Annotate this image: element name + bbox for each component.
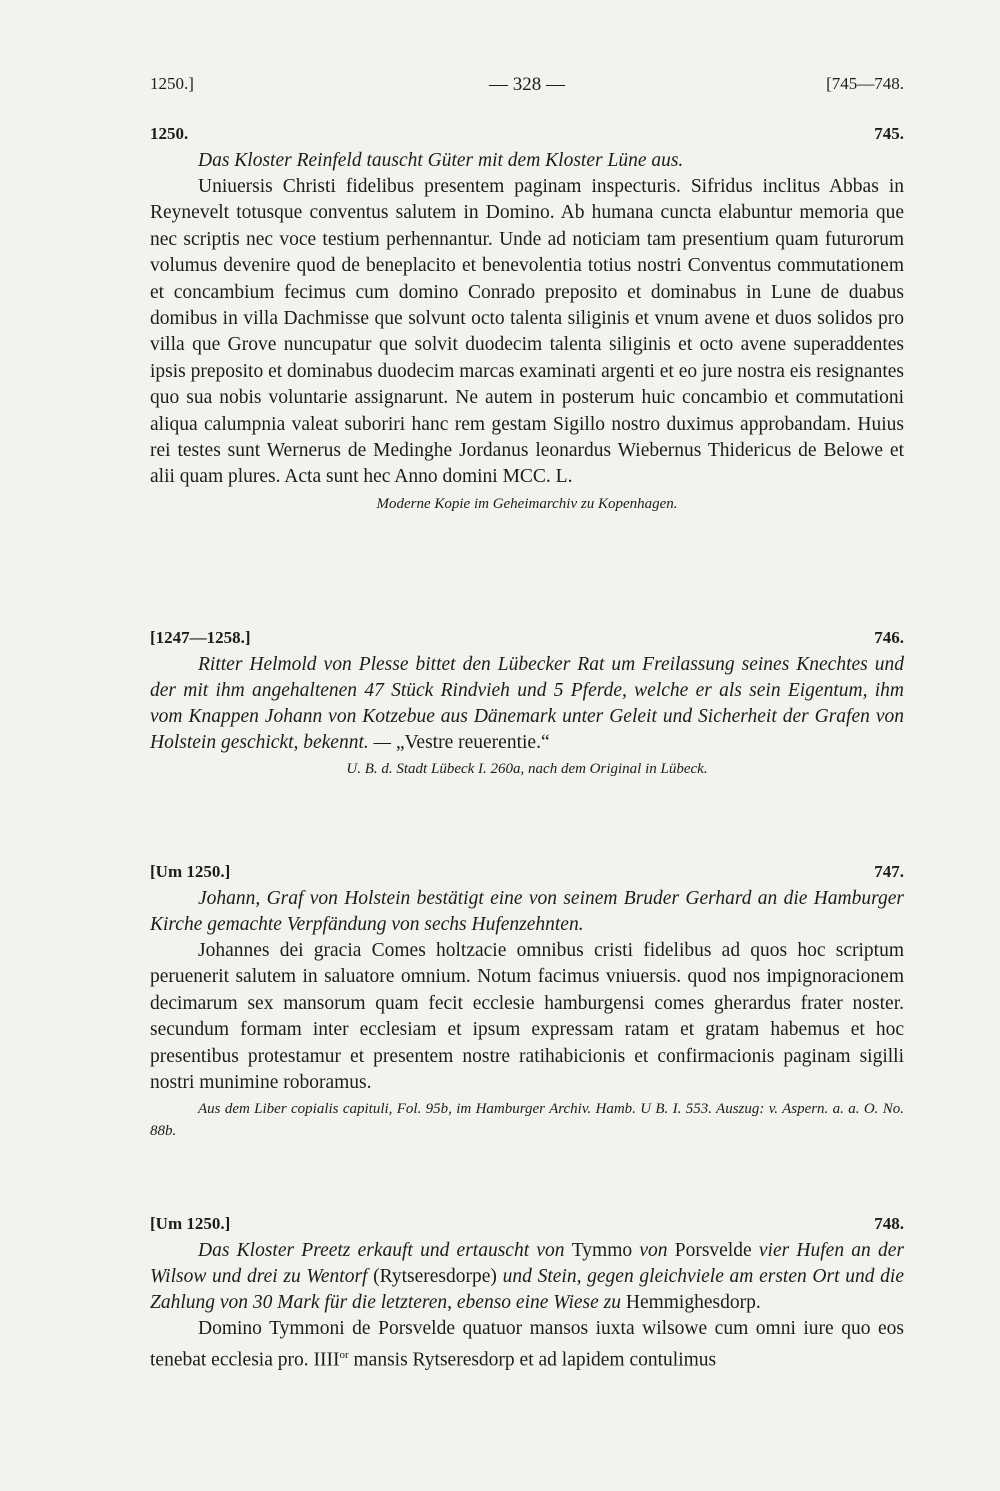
regest: Das Kloster Reinfeld tauscht Güter mit dem Kloster Lüne aus.: [198, 150, 684, 171]
document-747: [150, 862, 904, 1142]
incipit: „Vestre reuerentie.“: [395, 732, 550, 753]
document-number: 748.: [874, 1214, 904, 1233]
document-header: [150, 1214, 904, 1238]
document-header: [150, 628, 904, 652]
regest: [150, 652, 904, 756]
document-number: 745.: [874, 124, 904, 143]
text-part: mansis Rytseresdorp et ad lapidem contulimus: [353, 1349, 717, 1371]
place-name: Porsvelde: [674, 1240, 752, 1261]
person-name: Tymmo: [571, 1240, 633, 1261]
document-date: [Um 1250.]: [150, 862, 231, 881]
place-name: (Rytseresdorpe): [373, 1266, 497, 1287]
page-number: — 328 —: [489, 74, 565, 95]
superscript: or: [339, 1349, 349, 1362]
document-number: 746.: [874, 628, 904, 647]
regest: Johann, Graf von Holstein bestätigt eine von seinem Bruder Gerhard an die Hamburger Kirche gemachte Verpfändung von sechs Hufenzehnten.: [150, 888, 904, 935]
source-note: Aus dem Liber copialis capituli, Fol. 95b, im Hamburger Archiv. Hamb. U B. I. 553. Auszug: v. Aspern. a. a. O. No. 88b.: [150, 1101, 904, 1140]
document-text: Johannes dei gracia Comes holtzacie omnibus cristi fidelibus ad quos hoc scriptum peruenerit salutem in saluatore omnium. Notum facimus vniuersis. quod nos impignoracionem decimarum sex mansorum quam fecit ecclesie hamburgensi comes gherardus frater noster. secundum formam inter ecclesiam et ipsum expressam ratam et gratam habemus et hoc presentibus protestamur et presentem nostre ratihabicionis et confirmacionis paginam sigilli nostri munimine roboramus.: [150, 940, 904, 1094]
document-745: [150, 124, 904, 515]
place-name: Hemmighesdorp.: [625, 1292, 761, 1313]
document-header: [150, 124, 904, 148]
regest-part: von: [639, 1240, 668, 1261]
regest-part: Das Kloster Preetz erkauft und ertauscht von: [198, 1240, 565, 1261]
running-head-left: 1250.]: [150, 74, 194, 93]
document-number: 747.: [874, 862, 904, 881]
document-date: [1247—1258.]: [150, 628, 251, 647]
regest-part: und Stein, gegen gleichviele am ersten Ort und die Zahlung von 30 Mark für die letzteren, ebenso eine Wiese zu: [150, 1266, 904, 1313]
document-746: [150, 628, 904, 780]
document-date: [Um 1250.]: [150, 1214, 231, 1233]
regest-part: vier Hufen an der Wilsow und drei zu Wentorf: [150, 1240, 905, 1287]
document-text: [150, 1316, 904, 1374]
regest-text: Ritter Helmold von Plesse bittet den Lübecker Rat um Freilassung seines Knechtes und der mit ihm angehaltenen 47 Stück Rindvieh und 5 Pferde, welche er als sein Eigentum, ihm vom Knappen Johann von Kotzebue aus Dänemark unter Geleit und Sicherheit der Grafen von Holstein geschickt, bekennt. —: [150, 654, 904, 753]
document-date: 1250.: [150, 124, 189, 143]
document-748: [150, 1214, 904, 1374]
source-note: U. B. d. Stadt Lübeck I. 260a, nach dem Original in Lübeck.: [346, 761, 708, 777]
document-text: Uniuersis Christi fidelibus presentem paginam inspecturis. Sifridus inclitus Abbas in Reynevelt totusque conventus salutem in Domino. Ab humana cuncta elabuntur memoria que nec scriptis nec voce testium perhennantur. Unde ad noticiam tam presentium quam futurorum volumus devenire quod de beneplacito et benevolentia totius nostri Conventus commutationem et concambium fecimus cum domino Conrado preposito et dominabus in Lune de duabus domibus in villa Dachmisse que solvunt octo talenta siliginis et vnum avene et duos solidos pro villa que Grove nuncupatur que solvit duodecim talenta siliginis et octo avene superaddentes ipsis preposito et dominabus duodecim marcas examinati argenti et eo jure nostra eis resignantes quo sua nobis voluntarie assignarunt. Ne autem in posterum huic concambio et commutationi aliqua calumpnia valeat suboriri hanc rem gestam Sigillo nostro duximus approbandam. Huius rei testes sunt Wernerus de Medinghe Jordanus leonardus Wiebernus Thidericus de Belowe et alii quam plures. Acta sunt hec Anno domini MCC. L.: [150, 176, 904, 488]
running-head: [150, 74, 904, 100]
source-note: Moderne Kopie im Geheimarchiv zu Kopenhagen.: [376, 495, 678, 512]
text-part: Domino Tymmoni de Porsvelde quatuor mansos iuxta wilsowe cum omni iure quo eos tenebat ecclesia pro. IIII: [150, 1318, 904, 1371]
running-head-right: [745—748.: [826, 74, 904, 93]
regest: [150, 1238, 904, 1316]
document-header: [150, 862, 904, 886]
